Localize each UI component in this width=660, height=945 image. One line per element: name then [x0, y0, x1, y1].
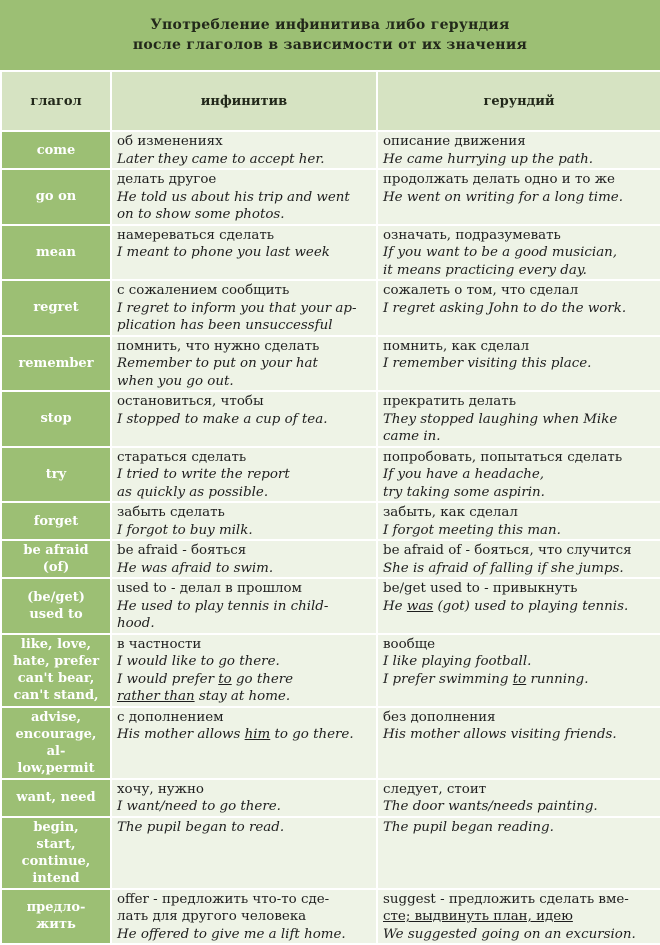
- example-sentence: He was (got) used to playing tennis.: [383, 598, 629, 614]
- meaning-text: used to - делал в прошлом: [117, 581, 302, 596]
- infinitive-cell: [111, 391, 377, 447]
- example-sentence: I stopped to make a cup of tea.: [117, 411, 328, 427]
- table-row: [1, 225, 660, 281]
- example-sentence: I would prefer to go there: [117, 671, 294, 687]
- infinitive-cell: [111, 447, 377, 503]
- verb-label: предло-: [26, 900, 86, 916]
- table-row: [1, 502, 660, 540]
- example-sentence: I prefer swimming to running.: [383, 671, 589, 687]
- verb-label: regret: [33, 300, 79, 316]
- verb-label: forget: [33, 513, 79, 529]
- meaning-text: сожалеть о том, что сделал: [383, 283, 579, 298]
- example-sentence: I want/need to go there.: [117, 799, 281, 814]
- meaning-text: стараться сделать: [117, 449, 247, 465]
- verb-cell: [1, 502, 111, 540]
- verb-label: begin,: [33, 819, 79, 835]
- gerund-cell: [377, 502, 660, 540]
- infinitive-cell: [111, 817, 377, 889]
- meaning-text: вообще: [383, 636, 436, 652]
- meaning-text: намереваться сделать: [117, 227, 275, 243]
- example-sentence: I regret asking John to do the work.: [383, 300, 627, 316]
- verb-label: жить: [36, 917, 76, 933]
- infinitive-cell: [111, 578, 377, 634]
- meaning-text: помнить, что нужно сделать: [117, 338, 320, 354]
- table-row: [1, 540, 660, 578]
- gerund-cell: [377, 889, 660, 945]
- example-sentence: I tried to write the report: [117, 467, 290, 482]
- gerund-cell: [377, 540, 660, 578]
- example-sentence: He offered to give me a lift home.: [117, 926, 346, 942]
- verb-cell: [1, 540, 111, 578]
- meaning-text: be afraid - бояться: [117, 543, 247, 558]
- gerund-cell: [377, 578, 660, 634]
- infinitive-cell: [111, 540, 377, 578]
- meaning-text: продолжать делать одно и то же: [383, 172, 615, 187]
- table-title: [0, 0, 660, 70]
- verb-cell: [1, 634, 111, 707]
- example-sentence: His mother allows visiting friends.: [383, 727, 617, 742]
- infinitive-cell: [111, 131, 377, 169]
- infinitive-cell: [111, 280, 377, 336]
- gerund-cell: [377, 391, 660, 447]
- example-sentence: try taking some aspirin.: [383, 484, 545, 500]
- gerund-cell: [377, 225, 660, 281]
- example-sentence: His mother allows him to go there.: [117, 727, 354, 742]
- table-row: [1, 447, 660, 503]
- verb-cell: [1, 169, 111, 225]
- verb-label: go on: [35, 189, 77, 205]
- infinitive-cell: [111, 336, 377, 392]
- verb-label: intend: [32, 870, 80, 886]
- infinitive-cell: [111, 634, 377, 707]
- infinitive-cell: [111, 225, 377, 281]
- verb-label: remember: [18, 355, 94, 371]
- example-sentence: If you have a headache,: [383, 467, 544, 482]
- example-sentence: hood.: [117, 616, 155, 631]
- table-row: [1, 131, 660, 169]
- table-row: [1, 634, 660, 707]
- table-row: [1, 779, 660, 817]
- table-row: [1, 578, 660, 634]
- meaning-text: лать для другого человека: [117, 909, 307, 924]
- example-sentence: it means practicing every day.: [383, 262, 587, 278]
- meaning-text: описание движения: [383, 134, 526, 149]
- meaning-text: suggest - предложить сделать вме-: [383, 891, 629, 907]
- verb-label: al-: [46, 743, 66, 759]
- verb-label: can't stand,: [13, 688, 99, 703]
- verb-label: stop: [40, 411, 72, 427]
- header-infinitive: инфинитив: [111, 71, 377, 131]
- verb-table: [0, 70, 660, 945]
- verb-cell: [1, 707, 111, 779]
- example-sentence: Remember to put on your hat: [117, 356, 318, 371]
- example-sentence: I regret to inform you that your ap-: [117, 300, 357, 316]
- meaning-text: прекратить делать: [383, 394, 516, 409]
- example-sentence: I forgot to buy milk.: [117, 522, 253, 538]
- verb-cell: [1, 336, 111, 392]
- gerund-cell: [377, 131, 660, 169]
- example-sentence: I like playing football.: [383, 654, 532, 669]
- example-sentence: He came hurrying up the path.: [383, 151, 594, 167]
- meaning-text: сте; выдвинуть план, идею: [383, 909, 573, 924]
- header-row: [1, 71, 660, 131]
- example-sentence: He was afraid to swim.: [117, 560, 274, 576]
- table-row: [1, 280, 660, 336]
- example-sentence: If you want to be a good musician,: [383, 245, 618, 260]
- example-sentence: The door wants/needs painting.: [383, 799, 598, 814]
- example-sentence: on to show some photos.: [117, 207, 285, 222]
- verb-label: encourage,: [15, 726, 97, 742]
- example-sentence: He used to play tennis in child-: [117, 598, 329, 614]
- meaning-text: be afraid of - бояться, что случится: [383, 543, 632, 558]
- example-sentence: I meant to phone you last week: [117, 245, 330, 260]
- table-row: [1, 336, 660, 392]
- verb-label: (be/get): [27, 589, 85, 605]
- meaning-text: помнить, как сделал: [383, 338, 530, 354]
- meaning-text: забыть, как сделал: [383, 505, 518, 520]
- infinitive-cell: [111, 779, 377, 817]
- verb-cell: [1, 889, 111, 945]
- verb-label: can't bear,: [17, 671, 95, 686]
- gerund-cell: [377, 779, 660, 817]
- meaning-text: следует, стоит: [383, 781, 487, 797]
- verb-label: come: [36, 142, 76, 158]
- example-sentence: came in.: [383, 429, 441, 444]
- verb-cell: [1, 225, 111, 281]
- example-sentence: We suggested going on an excursion.: [383, 926, 636, 942]
- example-sentence: They stopped laughing when Mike: [383, 411, 618, 427]
- infinitive-cell: [111, 169, 377, 225]
- title-line-1: Употребление инфинитива либо герундия: [150, 17, 510, 33]
- meaning-text: забыть сделать: [117, 505, 225, 520]
- gerund-cell: [377, 336, 660, 392]
- gerund-cell: [377, 707, 660, 779]
- meaning-text: попробовать, попытаться сделать: [383, 449, 623, 465]
- table-row: [1, 169, 660, 225]
- verb-cell: [1, 391, 111, 447]
- verb-label: want, need: [16, 790, 96, 805]
- verb-cell: [1, 817, 111, 889]
- meaning-text: с сожалением сообщить: [117, 283, 290, 298]
- verb-label: start,: [36, 836, 76, 852]
- verb-label: continue,: [21, 853, 91, 869]
- meaning-text: означать, подразумевать: [383, 227, 561, 243]
- meaning-text: об изменениях: [117, 134, 223, 149]
- infinitive-cell: [111, 707, 377, 779]
- example-sentence: He went on writing for a long time.: [383, 189, 623, 205]
- example-sentence: I remember visiting this place.: [383, 356, 592, 371]
- example-sentence: when you go out.: [117, 373, 234, 389]
- verb-label: try: [45, 466, 67, 482]
- example-sentence: I would like to go there.: [117, 654, 280, 669]
- meaning-text: делать другое: [117, 172, 217, 187]
- example-sentence: plication has been unsuccessful: [117, 318, 333, 333]
- example-sentence: The pupil began reading.: [383, 819, 554, 835]
- table-row: [1, 889, 660, 945]
- meaning-text: остановиться, чтобы: [117, 394, 264, 409]
- gerund-cell: [377, 169, 660, 225]
- verb-label: low,permit: [17, 760, 95, 776]
- gerund-cell: [377, 817, 660, 889]
- table-row: [1, 391, 660, 447]
- gerund-cell: [377, 447, 660, 503]
- example-sentence: rather than stay at home.: [117, 689, 291, 704]
- meaning-text: без дополнения: [383, 709, 496, 725]
- meaning-text: be/get used to - привыкнуть: [383, 581, 578, 596]
- infinitive-cell: [111, 889, 377, 945]
- verb-cell: [1, 779, 111, 817]
- verb-cell: [1, 447, 111, 503]
- verb-label: (of): [42, 560, 70, 575]
- gerund-cell: [377, 280, 660, 336]
- table-row: [1, 707, 660, 779]
- title-line-2: после глаголов в зависимости от их значения: [132, 37, 528, 53]
- example-sentence: Later they came to accept her.: [117, 151, 325, 167]
- verb-cell: [1, 578, 111, 634]
- example-sentence: I forgot meeting this man.: [383, 522, 561, 538]
- verb-label: used to: [29, 606, 83, 622]
- meaning-text: в частности: [117, 636, 202, 652]
- verb-cell: [1, 280, 111, 336]
- table-row: [1, 817, 660, 889]
- verb-cell: [1, 131, 111, 169]
- header-verb: глагол: [1, 71, 111, 131]
- header-gerund: герундий: [377, 71, 660, 131]
- verb-label: advise,: [30, 709, 82, 725]
- verb-label: hate, prefer: [12, 654, 100, 669]
- meaning-text: с дополнением: [117, 709, 224, 725]
- example-sentence: She is afraid of falling if she jumps.: [383, 560, 624, 576]
- infinitive-cell: [111, 502, 377, 540]
- meaning-text: offer - предложить что-то сде-: [117, 891, 330, 907]
- verb-label: mean: [36, 244, 76, 260]
- verb-label: like, love,: [20, 637, 92, 652]
- verb-label: be afraid: [23, 543, 89, 558]
- gerund-cell: [377, 634, 660, 707]
- example-sentence: The pupil began to read.: [117, 819, 285, 835]
- meaning-text: хочу, нужно: [117, 781, 204, 797]
- example-sentence: as quickly as possible.: [117, 484, 269, 500]
- example-sentence: He told us about his trip and went: [117, 189, 350, 205]
